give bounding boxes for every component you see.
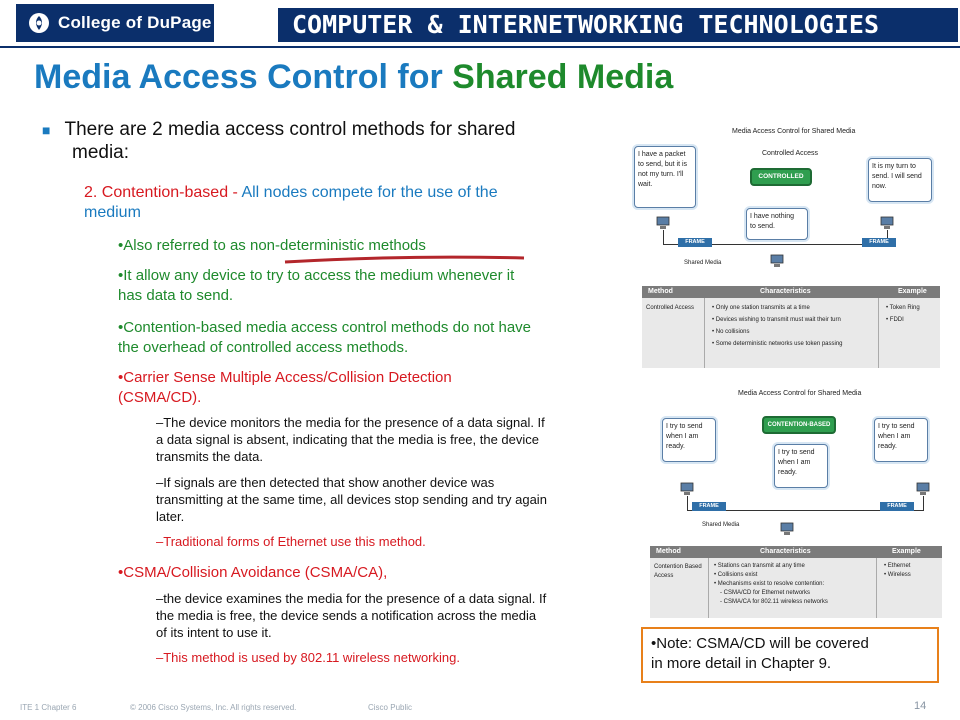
header-method: Method [648,288,673,295]
title-part-1: Media Access Control for [34,58,453,96]
title-part-2: Shared Media [452,58,674,96]
department-banner: COMPUTER & INTERNETWORKING TECHNOLOGIES [278,8,958,42]
bubble-left-line: ready. [666,443,685,450]
bubble-right-line: ready. [878,443,897,450]
wire [923,496,924,510]
bubble-middle [774,444,828,488]
table-characteristic: • Stations can transmit at any time [714,563,805,569]
table-example: • FDDI [886,317,904,323]
diagram-1-title: Media Access Control for Shared Media [732,128,856,135]
sub-bullet-4-line-2: (CSMA/CD). [118,389,202,406]
shared-media-label: Shared Media [702,522,740,528]
table-divider [708,558,709,618]
table-method-line-2: Access [654,573,674,579]
detail-1-line-3: transmits the data. [156,449,263,464]
frame-left: FRAME [678,238,712,247]
annotation-underline [283,255,526,265]
note-line-1: •Note: CSMA/CD will be covered [651,635,869,652]
bubble-middle-line: ready. [778,469,797,476]
table-header [642,286,940,298]
sub-bullet-4-line-1: •Carrier Sense Multiple Access/Collision Detection [118,369,452,386]
table-characteristic: • Only one station transmits at a time [712,305,810,311]
footer-course: ITE 1 Chapter 6 [20,703,77,712]
bubble-middle-line: I try to send [778,449,815,456]
logo-text: College of DuPage [58,13,212,32]
header-method: Method [656,548,681,555]
sub-bullet-3-line-2: the overhead of controlled access methods. [118,339,409,356]
footer-copyright: © 2006 Cisco Systems, Inc. All rights reserved. [130,703,297,712]
bubble-left-line: not my turn. I'll [638,171,684,178]
table-characteristic: - CSMA/CD for Ethernet networks [720,590,811,596]
bubble-right-line: when I am [878,433,911,440]
note-box [641,627,939,683]
frame-left: FRAME [692,502,726,511]
frame-right: FRAME [862,238,896,247]
item-2-label: 2. Contention-based - [84,184,242,201]
controlled-access-diagram [612,118,952,373]
table-header [650,546,942,558]
header-example: Example [898,288,927,295]
item-2-line-1: All nodes compete for the use of the [241,184,498,201]
shared-media-label: Shared Media [684,260,722,266]
header-characteristics: Characteristics [760,288,811,295]
page-number: 14 [914,700,927,712]
contention-based-diagram [636,382,946,622]
table-method: Controlled Access [646,305,695,311]
bubble-right-line: send. I will send [872,173,922,180]
contention-table [650,546,942,618]
sub-bullet-2-line-1: •It allow any device to try to access the medium whenever it [118,267,515,284]
table-characteristic: • Mechanisms exist to resolve contention: [714,581,825,587]
item-2-line-2: medium [84,204,141,221]
bubble-left [662,418,716,462]
square-bullet-icon: ■ [42,122,51,138]
diagram-2-title: Media Access Control for Shared Media [738,390,862,397]
frame-right: FRAME [880,502,914,511]
detail-4-line-1: –the device examines the media for the presence of a data signal. If [156,591,547,606]
table-divider [878,298,879,368]
bubble-right-line: I try to send [878,423,915,430]
bubble-middle-line: to send. [750,223,775,230]
bubble-right-line: It is my turn to [872,163,916,170]
detail-3: –Traditional forms of Ethernet use this method. [156,534,426,549]
detail-2-line-3: later. [156,509,185,524]
computer-icon [656,216,670,230]
bubble-middle-line: I have nothing [750,213,794,220]
table-method-line-1: Contention Based [654,564,702,570]
controlled-badge: CONTROLLED [750,168,812,186]
bubble-left [634,146,696,208]
sub-bullet-1: •Also referred to as non-deterministic methods [118,237,426,254]
computer-icon [770,254,784,268]
table-example: • Ethernet [884,563,911,569]
sub-bullet-5: •CSMA/Collision Avoidance (CSMA/CA), [118,564,388,581]
table-characteristic: • No collisions [712,329,750,335]
computer-icon [680,482,694,496]
detail-5: –This method is used by 802.11 wireless networking. [156,650,460,665]
bubble-middle-line: when I am [778,459,811,466]
detail-1-line-1: –The device monitors the media for the presence of a data signal. If [156,415,545,430]
wire [663,230,664,244]
bubble-right [868,158,932,202]
header-example: Example [892,548,921,555]
table-characteristic: • Collisions exist [714,572,758,578]
footer-classification: Cisco Public [368,703,413,712]
table-divider [704,298,705,368]
table-characteristic: • Devices wishing to transmit must wait their turn [712,317,841,323]
controlled-table [642,286,940,368]
computer-icon [916,482,930,496]
bubble-left-line: I have a packet [638,151,686,158]
table-characteristic: • Some deterministic networks use token passing [712,341,843,347]
detail-4-line-3: of its intent to use it. [156,625,272,640]
contention-badge: CONTENTION-BASED [762,416,836,434]
detail-2-line-1: –If signals are then detected that show another device was [156,475,495,490]
bubble-left-line: wait. [638,181,653,188]
table-characteristic: - CSMA/CA for 802.11 wireless networks [720,599,828,605]
bubble-left-line: I try to send [666,423,703,430]
header-characteristics: Characteristics [760,548,811,555]
bubble-left-line: when I am [666,433,699,440]
detail-4-line-2: the media is free, the device sends a notification across the media [156,608,537,623]
bubble-middle [746,208,808,240]
bullet-1 [42,118,515,142]
detail-1-line-2: a data signal is absent, indicating that the media is free, the device [156,432,540,447]
note-line-2: in more detail in Chapter 9. [651,655,832,672]
table-example: • Token Ring [886,305,920,311]
wire [687,496,688,510]
bullet-1-line-1: There are 2 media access control methods for shared [64,119,516,140]
item-2 [84,183,498,203]
bullet-1-line-2: media: [72,142,130,163]
computer-icon [880,216,894,230]
computer-icon [780,522,794,536]
diagram-1-subtitle: Controlled Access [762,150,819,157]
bubble-left-line: to send, but it is [638,161,688,168]
bubble-right-line: now. [872,183,887,190]
sub-bullet-3-line-1: •Contention-based media access control methods do not have [118,319,531,336]
table-divider [876,558,877,618]
bubble-right [874,418,928,462]
sub-bullet-2-line-2: has data to send. [118,287,234,304]
detail-2-line-2: transmitting at the same time, all devices stop sending and try again [156,492,547,507]
table-example: • Wireless [884,572,911,578]
